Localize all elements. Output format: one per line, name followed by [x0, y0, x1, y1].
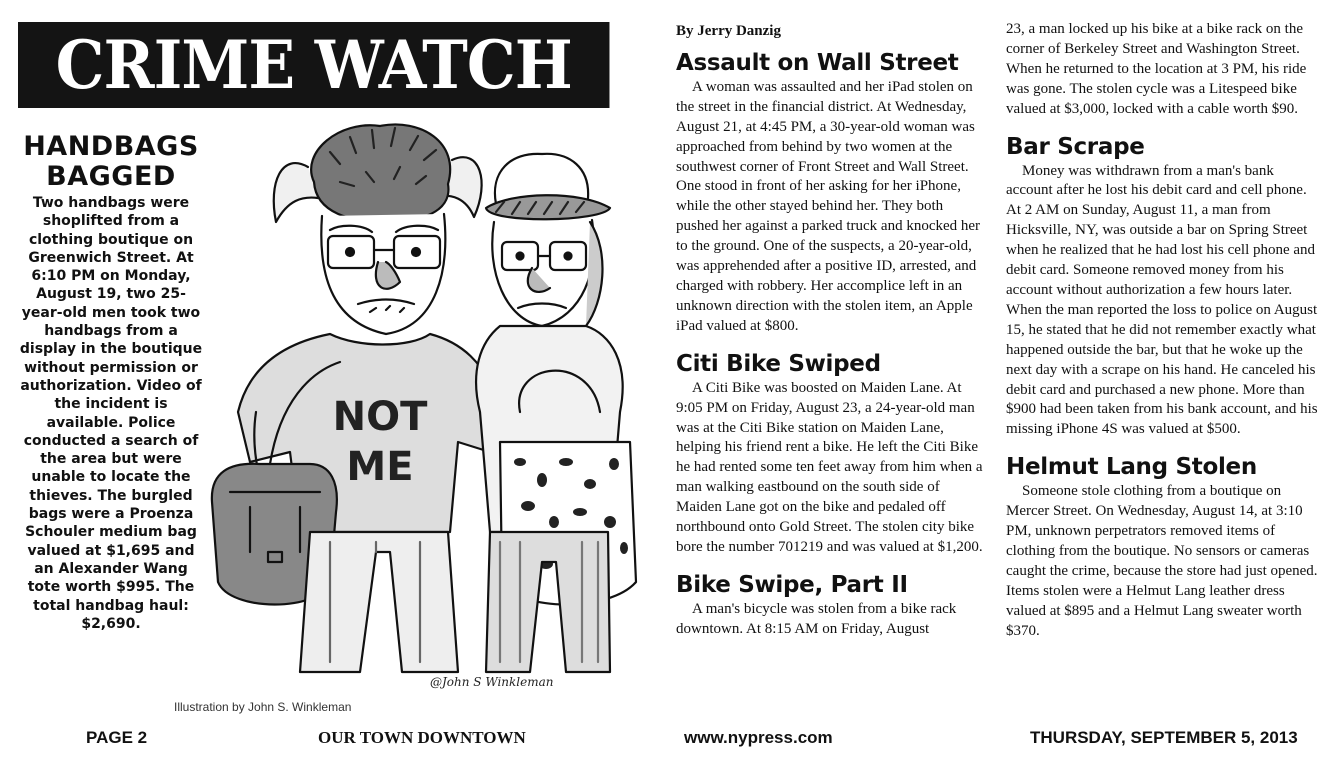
shirt-text-not: NOT	[332, 394, 428, 440]
page-footer	[0, 724, 1330, 752]
sidebar-heading	[18, 132, 204, 192]
article-headline: Citi Bike Swiped	[676, 350, 881, 377]
sidebar-heading-line1: HANDBAGS	[23, 131, 199, 162]
website-link[interactable]: www.nypress.com	[684, 728, 833, 747]
article-column-middle	[676, 20, 988, 640]
article-headline: Bike Swipe, Part II	[676, 571, 908, 598]
article-headline: Assault on Wall Street	[676, 49, 959, 76]
article-column-right	[1006, 20, 1318, 641]
sidebar-body: Two handbags were shoplifted from a clothing boutique on Greenwich Street. At 6:10 PM on Monday, August 19, two 25-year-old men took two handbags from a display in the boutique without permission or authorization. Video of the incident is available. Police conducted a search of the area but were unable to locate the thieves. The burgled bags were a Proenza Schouler medium bag valued at $1,695 and an Alexander Wang tote worth $995. The total handbag haul: $2,690.	[19, 195, 203, 632]
illustrator-signature: @John S Winkleman	[430, 675, 554, 689]
byline: By Jerry Danzig	[676, 23, 781, 39]
article-body: A man's bicycle was stolen from a bike rack downtown. At 8:15 AM on Friday, August	[676, 600, 957, 637]
page-title: CRIME WATCH	[18, 22, 609, 108]
issue-date: THURSDAY, SEPTEMBER 5, 2013	[1030, 728, 1298, 747]
article-body: Money was withdrawn from a man's bank account after he lost his debit card and cell phone. At 2 AM on Sunday, August 11, a man from Hicksville, NY, was outside a bar on Spring Street when he realized that he had lost his cell phone and debit card. Someone removed money from his account without authorization a few hours later. When the man reported the loss to police on August 15, he stated that he did not remember exactly what happened outside the bar, but that he woke up the next day with a scrape on his hand. He canceled his debit card and purchased a new phone. More than $900 had been taken from his bank account, and his missing iPhone 4S was valued at $500.	[1006, 162, 1318, 438]
cartoon-illustration	[190, 112, 652, 692]
article-headline: Helmut Lang Stolen	[1006, 454, 1257, 481]
illustration-credit: Illustration by John S. Winkleman	[174, 700, 352, 714]
article-body: Someone stole clothing from a boutique on Mercer Street. On Wednesday, August 14, at 3:10 PM, unknown perpetrators removed items of clothing from the boutique. No sensors or cameras caught the crime, because the store had just opened. Items stolen were a Helmut Lang leather dress valued at $895 and a Helmut Lang sweater worth $370.	[1006, 483, 1318, 639]
shirt-text-me: ME	[346, 444, 414, 490]
article-headline: Bar Scrape	[1006, 133, 1145, 160]
sidebar-heading-line2: BAGGED	[46, 161, 176, 192]
article-body-continued: 23, a man locked up his bike at a bike rack on the corner of Berkeley Street and Washington Street. When he returned to the location at 3 PM, his ride was gone. The stolen cycle was a Litespeed bike valued at $3,000, locked with a cable worth $90.	[1006, 21, 1307, 117]
sidebar-story	[18, 132, 204, 633]
article-body: A Citi Bike was boosted on Maiden Lane. At 9:05 PM on Friday, August 23, a 24-year-old man was at the Citi Bike station on Maiden Lane, helping his friend rent a bike. He left the Citi Bike he had rented some ten feet away from him when a man walking eastbound on the south side of Maiden Lane got on the bike and pedaled off northbound onto Gold Street. The stolen city bike bore the number 701219 and was valued at $1,200.	[676, 379, 983, 555]
article-body: A woman was assaulted and her iPad stolen on the street in the financial district. At Wednesday, August 21, at 4:45 PM, a 30-year-old woman was approached from behind by two women at the southwest corner of Front Street and Wall Street. One stood in front of her asking for her iPhone, while the other stayed behind her. They both pushed her against a parked truck and knocked her to the ground. One of the suspects, a 20-year-old, was apprehended after a positive ID, arrested, and charged with robbery. Her accomplice left in an unknown direction with the stolen item, an Apple iPad valued at $800.	[676, 78, 981, 334]
page-number: PAGE 2	[86, 728, 148, 747]
publication-name: OUR TOWN DOWNTOWN	[318, 728, 526, 747]
